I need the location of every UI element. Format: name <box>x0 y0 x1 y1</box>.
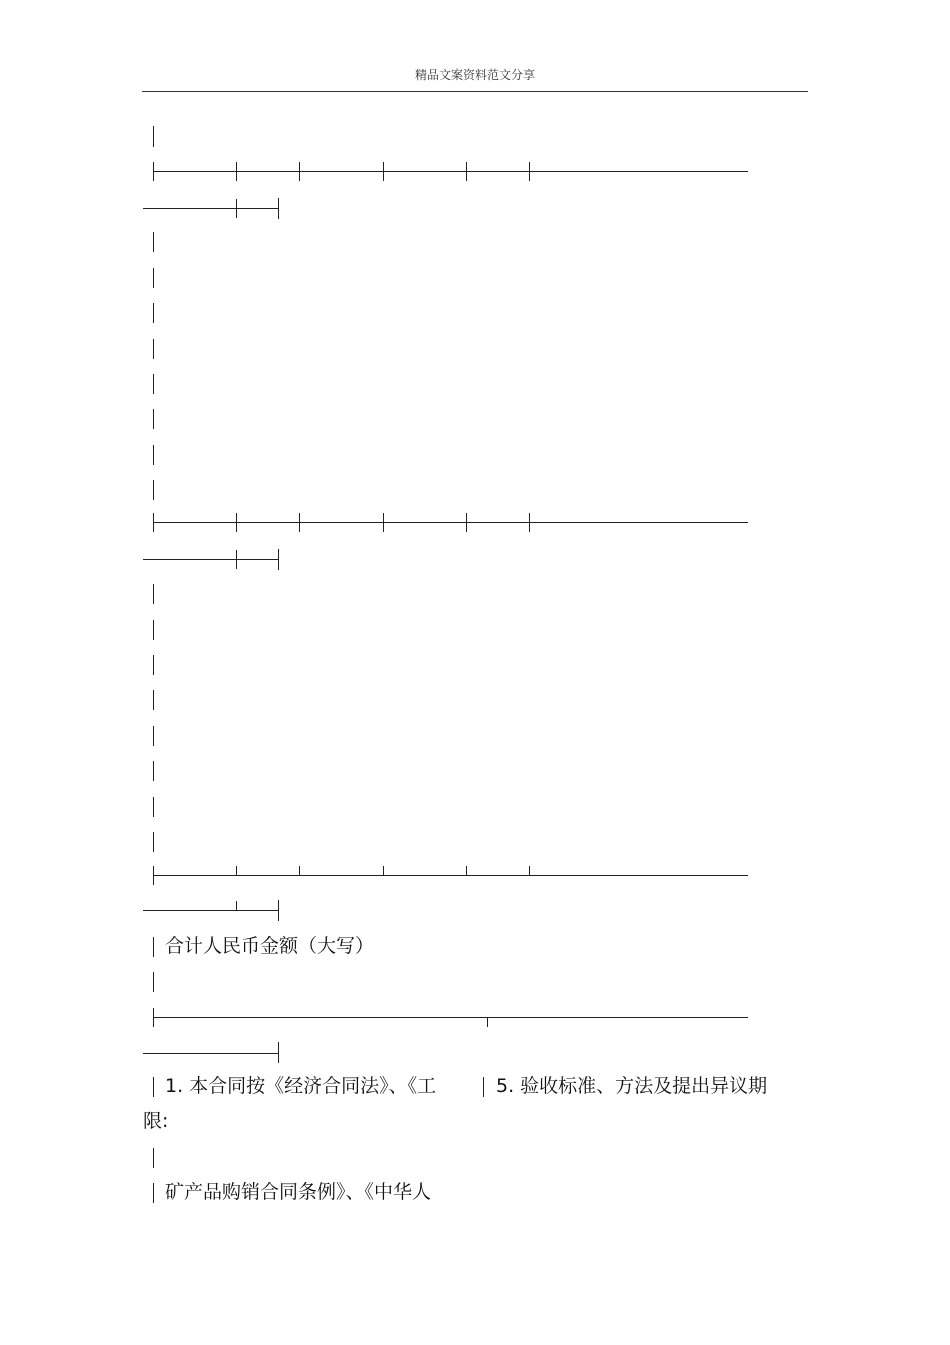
row-rule <box>153 875 748 876</box>
column-tick <box>236 901 237 910</box>
column-tick <box>529 866 530 875</box>
column-tick <box>236 513 237 532</box>
table-border-bar <box>153 620 154 640</box>
page-header: 精品文案资料范文分享 <box>414 68 535 82</box>
total-amount-label: 合计人民币金额（大写） <box>165 935 375 957</box>
row-rule-continued <box>143 559 278 560</box>
column-tick <box>236 199 237 218</box>
table-border-bar <box>153 832 154 852</box>
clause-5-text: 5. 验收标准、方法及提出异议期 <box>496 1075 768 1097</box>
column-tick <box>299 513 300 532</box>
table-border-bar <box>153 690 154 710</box>
table-border-bar <box>153 480 154 500</box>
table-border-bar <box>153 797 154 817</box>
column-tick <box>299 162 300 181</box>
column-tick <box>299 866 300 875</box>
table-border-bar <box>153 655 154 675</box>
table-border-bar <box>153 1148 154 1168</box>
row-rule-continued <box>143 910 278 911</box>
column-tick <box>487 1017 488 1027</box>
table-border-bar <box>153 726 154 746</box>
column-tick <box>383 162 384 181</box>
column-tick <box>529 162 530 181</box>
row-rule-continued <box>143 1053 278 1054</box>
table-border-bar <box>153 761 154 781</box>
column-tick <box>153 1008 154 1027</box>
column-tick <box>153 162 154 181</box>
table-border-bar <box>153 339 154 359</box>
column-tick <box>278 900 279 921</box>
column-tick <box>153 866 154 885</box>
column-tick <box>466 513 467 532</box>
column-tick <box>383 513 384 532</box>
table-border-bar <box>153 584 154 604</box>
table-border-bar <box>153 126 154 147</box>
table-border-bar <box>153 445 154 465</box>
column-tick <box>529 513 530 532</box>
column-tick <box>466 162 467 181</box>
column-tick <box>236 162 237 181</box>
table-border-bar <box>153 937 154 957</box>
row-rule <box>153 1017 748 1018</box>
column-tick <box>278 549 279 570</box>
column-tick <box>236 550 237 569</box>
table-border-bar <box>153 409 154 429</box>
header-rule <box>142 91 808 92</box>
row-rule <box>153 522 748 523</box>
column-tick <box>153 513 154 532</box>
table-border-bar <box>483 1077 484 1097</box>
table-border-bar <box>153 268 154 288</box>
column-tick <box>278 1042 279 1063</box>
row-rule <box>153 171 748 172</box>
row-rule-continued <box>143 208 278 209</box>
column-tick <box>236 866 237 875</box>
table-border-bar <box>153 232 154 252</box>
column-tick <box>278 198 279 219</box>
table-border-bar <box>153 303 154 323</box>
table-border-bar <box>153 1077 154 1097</box>
table-border-bar <box>153 1183 154 1203</box>
table-border-bar <box>153 972 154 992</box>
clause-1-text: 1. 本合同按《经济合同法》、《工 <box>165 1075 437 1097</box>
clause-5-continued: 限: <box>143 1110 169 1132</box>
table-border-bar <box>153 374 154 394</box>
column-tick <box>466 866 467 875</box>
clause-1-continued: 矿产品购销合同条例》、《中华人 <box>165 1181 432 1203</box>
column-tick <box>383 866 384 875</box>
